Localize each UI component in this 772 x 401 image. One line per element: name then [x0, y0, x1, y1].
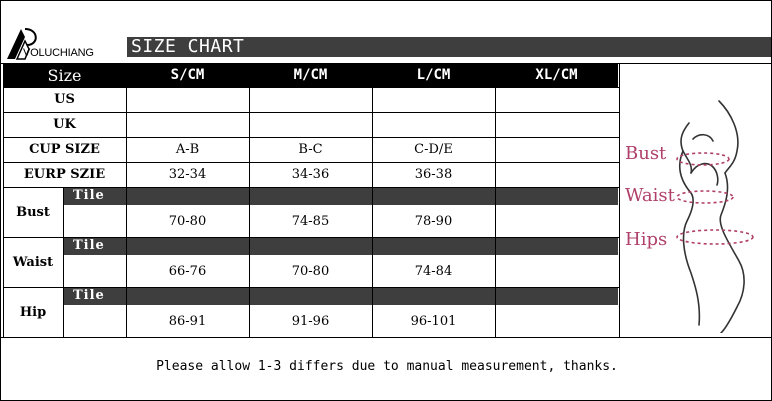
table-cell: [495, 112, 618, 137]
table-cell: [495, 162, 618, 187]
body-figure: [621, 93, 771, 333]
grid-line: [3, 287, 619, 288]
table-cell: [495, 255, 618, 287]
column-header: XL/CM: [495, 63, 618, 87]
table-cell: 78-90: [414, 213, 453, 229]
table-cell: [126, 87, 249, 112]
table-cell: [249, 87, 372, 112]
table-cell: 74-84: [414, 263, 453, 279]
grid-line: [3, 162, 619, 163]
figure-label-waist: Waist: [625, 185, 675, 206]
row-label: CUP SIZE: [29, 142, 100, 157]
grid-line: [3, 112, 619, 113]
table-cell: B-C: [298, 142, 323, 157]
row-label: EURP SZIE: [23, 167, 106, 182]
column-header: L/CM: [372, 63, 495, 87]
table-cell: [372, 112, 495, 137]
table-cell: [372, 87, 495, 112]
table-cell: 70-80: [168, 213, 207, 229]
grid-line: [3, 137, 619, 138]
column-header: M/CM: [249, 63, 372, 87]
tile-label: Tile: [73, 238, 105, 253]
tile-label: Tile: [73, 288, 105, 303]
table-cell: 96-101: [410, 313, 457, 329]
grid-line: [63, 187, 64, 337]
figure-label-hips: Hips: [625, 229, 668, 250]
grid-line: [619, 63, 620, 337]
row-label: US: [54, 92, 75, 107]
tile-label: Tile: [73, 188, 105, 203]
table-cell: [495, 305, 618, 337]
column-header: S/CM: [126, 63, 249, 87]
table-cell: [495, 205, 618, 237]
table-cell: 74-85: [291, 213, 330, 229]
footer-note: Please allow 1-3 differs due to manual measurement, thanks.: [156, 359, 618, 374]
header-corner: Size: [3, 63, 126, 87]
table-cell: [495, 87, 618, 112]
measure-label: Hip: [19, 304, 47, 320]
page-title: SIZE CHART: [131, 36, 245, 57]
grid-line: [3, 63, 4, 337]
table-cell: 34-36: [291, 167, 330, 182]
table-cell: 70-80: [291, 263, 330, 279]
table-cell: [126, 112, 249, 137]
table-cell: A-B: [175, 142, 200, 157]
table-cell: 86-91: [168, 313, 207, 329]
grid-line: [249, 63, 250, 337]
grid-line: [1, 63, 772, 64]
table-cell: [495, 137, 618, 162]
tile-bar: [63, 187, 618, 205]
table-cell: [249, 112, 372, 137]
tile-bar: [63, 287, 618, 305]
brand-name: VOLUCHIANG: [23, 47, 94, 59]
grid-line: [372, 63, 373, 337]
grid-line: [3, 337, 619, 338]
grid-line: [495, 63, 496, 337]
table-cell: 66-76: [168, 263, 207, 279]
table-cell: 36-38: [414, 167, 453, 182]
measure-label: Waist: [12, 254, 54, 270]
figure-label-bust: Bust: [625, 143, 667, 164]
table-cell: C-D/E: [414, 142, 453, 157]
grid-line: [3, 187, 619, 188]
grid-line: [126, 63, 127, 337]
grid-line: [3, 237, 619, 238]
measure-label: Bust: [16, 204, 50, 220]
row-label: UK: [53, 117, 76, 132]
body-silhouette-icon: [621, 93, 771, 333]
table-cell: 32-34: [168, 167, 207, 182]
grid-line: [3, 87, 619, 88]
table-cell: 91-96: [291, 313, 330, 329]
tile-bar: [63, 237, 618, 255]
